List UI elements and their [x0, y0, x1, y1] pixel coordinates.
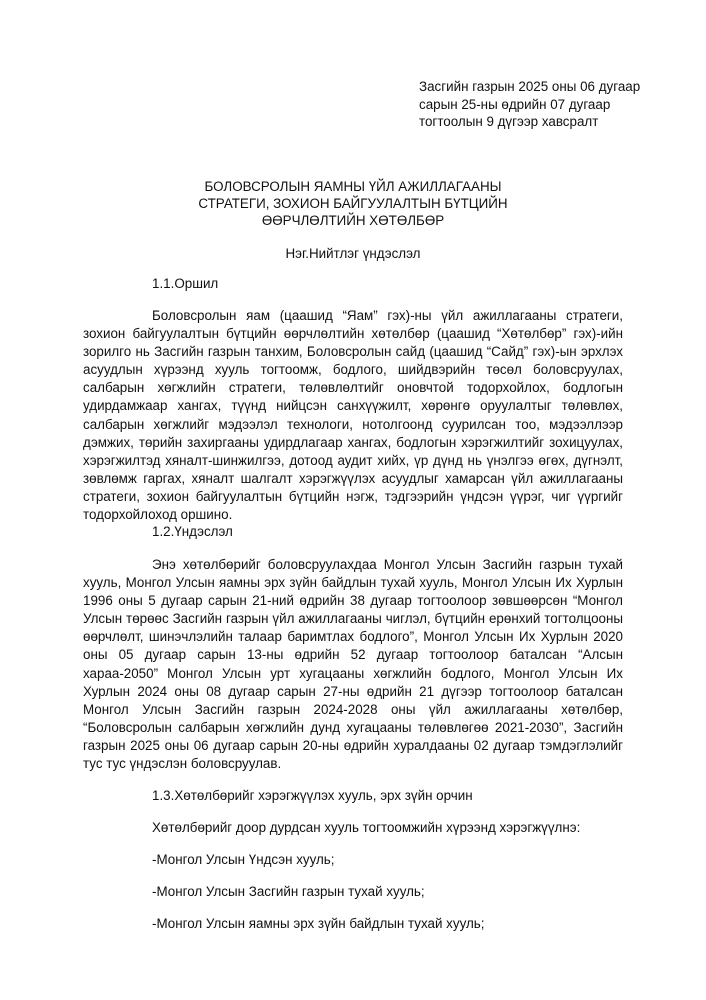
- section-paragraph-1-2: Энэ хөтөлбөрийг боловсруулахдаа Монгол Улсын Засгийн газрын тухай хууль, Монгол Улсын яамны эрх зүйн байдлын тухай хууль, Монгол Улсын Их Хурлын 1996 оны 5 дугаар сарын 21-ний өдрийн 38 дугаар тогтоолоор зөвшөөрсөн “Монгол Улсын төрөөс Засгийн газрын үйл ажиллагааны чиглэл, бүтцийн ерөнхий тогтолцооны өөрчлөлт, шинэчлэлийн талаар баримтлах бодлого”, Монгол Улсын Их Хурлын 2020 оны 05 дугаар сарын 13-ны өдрийн 52 дугаар тогтоолоор баталсан “Алсын хараа-2050” Монгол Улсын урт хугацааны хөгжлийн бодлого, Монгол Улсын Их Хурлын 2024 оны 08 дугаар сарын 27-ны өдрийн 21 дүгээр тогтоолоор баталсан Монгол Улсын Засгийн газрын 2024-2028 оны үйл ажиллагааны хөтөлбөр, “Боловсролын салбарын хөгжлийн дунд хугацааны төлөвлөгөө 2021-2030”, Засгийн газрын 2025 оны 06 дугаар сарын 20-ны өдрийн хуралдааны 02 дугаар тэмдэглэлийг тус тус үндэслэн боловсруулав.: [83, 557, 623, 772]
- title-line: ӨӨРЧЛӨЛТИЙН ХӨТӨЛБӨР: [261, 213, 445, 228]
- title-line: БОЛОВСРОЛЫН ЯАМНЫ ҮЙЛ АЖИЛЛАГААНЫ: [204, 179, 502, 194]
- section-intro-1-3: Хөтөлбөрийг доор дурдсан хууль тогтоомжийн хүрээнд хэрэгжүүлнэ:: [152, 820, 581, 835]
- section-paragraph-1-1: Боловсролын яам (цаашид “Яам” гэх)-ны үйл ажиллагааны стратеги, зохион байгуулалтын бүтцийн өөрчлөлтийн хөтөлбөр (цаашид “Хөтөлбөр” гэх)-ийн зорилго нь Засгийн газрын танхим, Боловсролын сайд (цаашид “Сайд” гэх)-ын эрхлэх асуудлын хүрээнд хууль тогтоомж, бодлого, шийдвэрийн төсөл боловсруулах, салбарын хөгжлийн стратеги, төлөвлөлтийг оновчтой тодорхойлох, бодлогын удирдамжаар хангах, түүнд нийцсэн санхүүжилт, хөрөнгө оруулалтыг төлөвлөх, салбарын хөгжлийг мэдээлэл технологи, нотолгоонд суурилсан тоо, мэдээллээр дэмжих, төрийн захиргааны удирдлагаар хангах, бодлогын хэрэгжилтийг зохицуулах, хэрэгжилтэд хяналт-шинжилгээ, дотоод аудит хийх, үр дүнд нь үнэлгээ өгөх, дүгнэлт, зөвлөмж гаргах, хяналт шалгалт хэрэгжүүлэх асуудлыг хамарсан үйл ажиллагааны стратеги, зохион байгуулалтын бүтцийн нэгж, тэдгээрийн үндсэн үүрэг, чиг үүргийг тодорхойлоход оршино.: [83, 308, 623, 523]
- section-heading-1-1: 1.1.Оршил: [152, 276, 219, 291]
- annex-reference-note: [419, 78, 679, 131]
- chapter-heading: Нэг.Нийтлэг үндэслэл: [285, 246, 421, 261]
- law-list-item: -Монгол Улсын яамны эрх зүйн байдлын тухай хууль;: [152, 916, 485, 931]
- annex-line: сарын 25-ны өдрийн 07 дугаар: [419, 96, 611, 112]
- section-heading-1-2: 1.2.Үндэслэл: [152, 524, 233, 539]
- section-heading-1-3: 1.3.Хөтөлбөрийг хэрэгжүүлэх хууль, эрх зүйн орчин: [152, 788, 473, 803]
- law-list-item: -Монгол Улсын Үндсэн хууль;: [152, 852, 335, 867]
- document-title: [83, 178, 623, 229]
- annex-line: тогтоолын 9 дүгээр хавсралт: [419, 114, 599, 129]
- law-list-item: -Монгол Улсын Засгийн газрын тухай хууль;: [152, 884, 425, 899]
- annex-line: Засгийн газрын 2025 оны 06 дугаар: [419, 79, 641, 94]
- title-line: СТРАТЕГИ, ЗОХИОН БАЙГУУЛАЛТЫН БҮТЦИЙН: [198, 196, 508, 211]
